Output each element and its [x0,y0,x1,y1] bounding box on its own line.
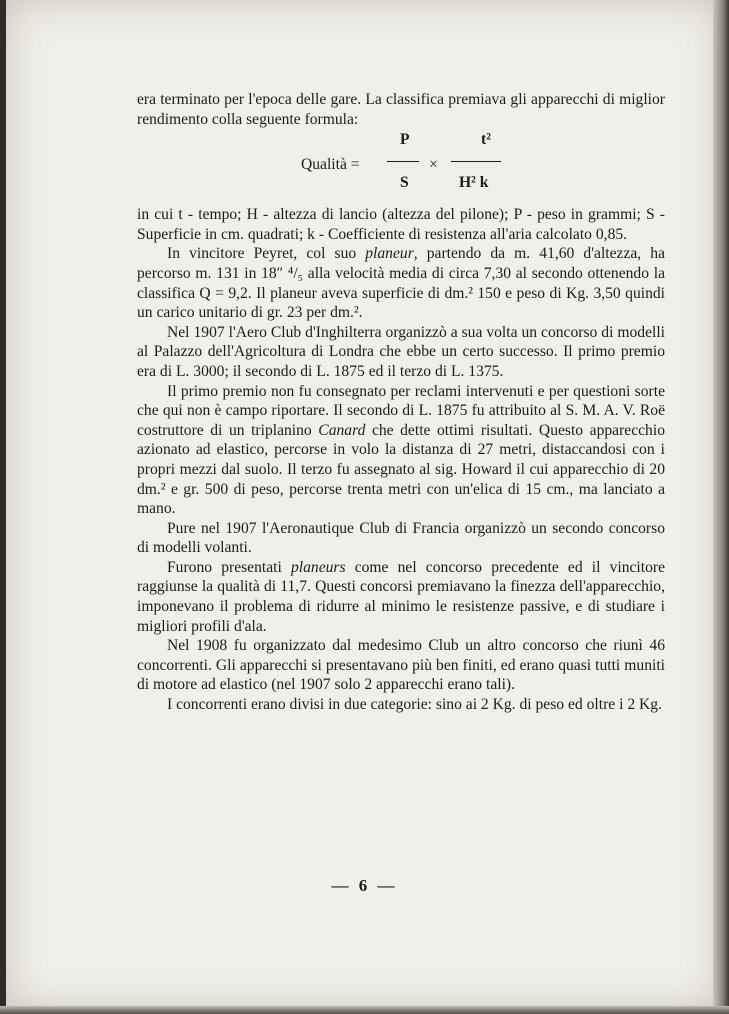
paragraph-6: Pure nel 1907 l'Aeronautique Club di Francia organizzò un secondo concorso di modelli volanti. [137,519,665,557]
paragraph-3 [137,244,665,322]
paragraph-3-text-a: In vincitore Peyret, col suo [167,245,366,263]
paragraph-5-text-a: Il primo premio non fu consegnato per reclami intervenuti e per questioni sorte che qui non è campo riportare. Il secondo di L. 1875 fu attribuito al S. M. A. V. Roë costruttore di un triplanino [137,382,665,439]
formula-label: Qualità = [301,156,360,174]
paragraph-7 [137,558,665,636]
paragraph-7-text-c: come nel concorso precedente ed il vincitore raggiunse la qualità di 11,7. Questi concorsi premiavano la finezza dell'apparecchio, imponevano il problema di ridurre al minimo le resistenze passive, e di studiare i migliori profili d'ala. [137,558,666,635]
quality-formula [137,129,665,205]
paragraph-5-text-c: che dette ottimi risultati. Questo apparecchio azionato ad elastico, percorse in volo la distanza di 27 metri, distaccandosi con i propri mezzi dal suolo. Il terzo fu assegnato al sig. Howard il cui apparecchio di 20 dm.² e gr. 500 di peso, percorse trenta metri con un'elica di 15 cm., ma lanciato a mano. [137,421,665,518]
page-number: — 6 — [331,876,398,895]
paragraph-5 [137,382,665,519]
page-edge-right [713,0,729,1014]
formula-denominator-hk: H² k [459,174,489,192]
paragraph-5-italic: Canard [318,421,366,439]
paragraph-7-text-a: Furono presentati [167,558,291,576]
paragraph-9: I concorrenti erano divisi in due categorie: sino ai 2 Kg. di peso ed oltre i 2 Kg. [167,696,662,714]
paragraph-7-italic: planeurs [290,558,346,576]
formula-numerator-p: P [400,131,410,149]
fraction-bar-1 [387,161,419,162]
formula-numerator-t: t² [481,131,491,149]
paragraph-4: Nel 1907 l'Aero Club d'Inghilterra organizzò a sua volta un concorso di modelli al Palazzo dell'Agricoltura di Londra che ebbe un certo successo. Il primo premio era di L. 3000; il secondo di L. 1875 ed il terzo di L. 1375. [137,323,665,380]
fraction-bar-2 [451,161,501,162]
paragraph-3-text-c: , partendo da m. 41,60 d'altezza, ha percorso m. 131 in 18″ ⁴/₅ alla velocità media di circa 7,30 al secondo ottenendo la classifica Q = 9,2. Il planeur aveva superficie di dm.² 150 e peso di Kg. 3,50 quindi un carico unitario di gr. 23 per dm.². [137,245,666,322]
body-text [137,90,665,715]
page-edge-bottom [0,1006,729,1014]
book-page [6,0,722,1010]
paragraph-2: in cui t - tempo; H - altezza di lancio (altezza del pilone); P - peso in grammi; S - Superficie in cm. quadrati; k - Coefficiente di resistenza all'aria calcolato 0,85. [137,206,665,243]
paragraph-8: Nel 1908 fu organizzato dal medesimo Club un altro concorso che riunì 46 concorrenti. Gli apparecchi si presentavano più ben finiti, ed erano quasi tutti muniti di motore ad elastico (nel 1907 solo 2 apparecchi erano tali). [137,637,665,694]
paragraph-3-italic: planeur [365,245,414,263]
paragraph-1: era terminato per l'epoca delle gare. La classifica premiava gli apparecchi di miglior rendimento colla seguente formula: [137,91,665,128]
formula-times: × [429,156,438,174]
formula-denominator-s: S [400,174,409,192]
